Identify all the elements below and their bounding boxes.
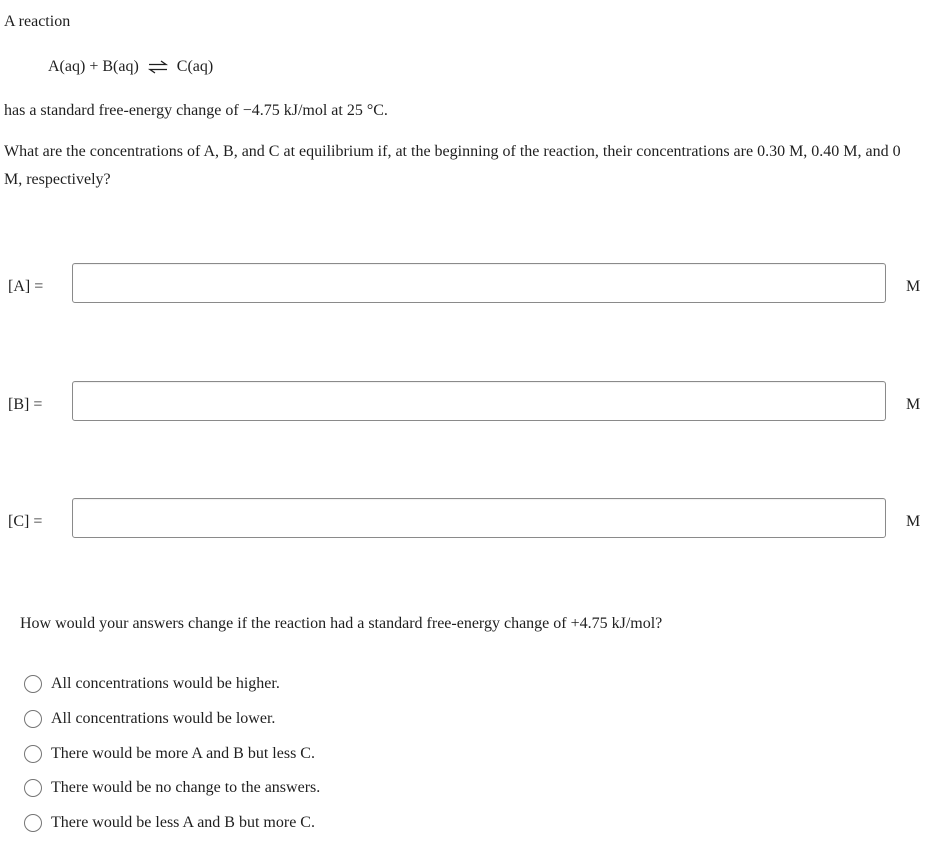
concentration-a-input[interactable] bbox=[72, 263, 886, 303]
followup-prompt: How would your answers change if the reaction had a standard free-energy change of +4.75 kJ/mol? bbox=[20, 615, 663, 632]
option-label[interactable]: All concentrations would be lower. bbox=[51, 710, 276, 727]
equilibrium-arrows-icon bbox=[147, 60, 169, 74]
option-label[interactable]: All concentrations would be higher. bbox=[51, 675, 280, 692]
radio-button[interactable] bbox=[24, 745, 42, 763]
option-higher[interactable] bbox=[24, 673, 280, 695]
concentration-c-input[interactable] bbox=[72, 498, 886, 538]
option-less-ab-more-c[interactable] bbox=[24, 812, 315, 834]
option-no-change[interactable] bbox=[24, 777, 320, 799]
reaction-equation bbox=[48, 57, 213, 77]
reaction-intro: A reaction bbox=[4, 13, 71, 30]
radio-button[interactable] bbox=[24, 814, 42, 832]
radio-button[interactable] bbox=[24, 675, 42, 693]
option-label[interactable]: There would be no change to the answers. bbox=[51, 779, 321, 796]
option-lower[interactable] bbox=[24, 708, 275, 730]
free-energy-statement: has a standard free-energy change of −4.75 kJ/mol at 25 °C. bbox=[4, 102, 388, 119]
option-label[interactable]: There would be more A and B but less C. bbox=[51, 745, 315, 762]
option-label[interactable]: There would be less A and B but more C. bbox=[51, 814, 315, 831]
concentration-c-label: [C] = bbox=[8, 513, 43, 530]
equation-product: C(aq) bbox=[176, 58, 214, 75]
radio-button[interactable] bbox=[24, 710, 42, 728]
concentration-a-unit: M bbox=[906, 278, 921, 295]
equation-reactants: A(aq) + B(aq) bbox=[48, 58, 139, 75]
concentration-c-unit: M bbox=[906, 513, 921, 530]
concentration-b-unit: M bbox=[906, 396, 921, 413]
concentration-b-input[interactable] bbox=[72, 381, 886, 421]
radio-button[interactable] bbox=[24, 779, 42, 797]
option-more-ab-less-c[interactable] bbox=[24, 743, 315, 765]
concentration-b-label: [B] = bbox=[8, 396, 43, 413]
question-prompt: What are the concentrations of A, B, and C at equilibrium if, at the beginning of the reaction, their concentrations are 0.30 M, 0.40 M, and 0 M, respectively? bbox=[4, 143, 901, 188]
concentration-a-label: [A] = bbox=[8, 278, 44, 295]
